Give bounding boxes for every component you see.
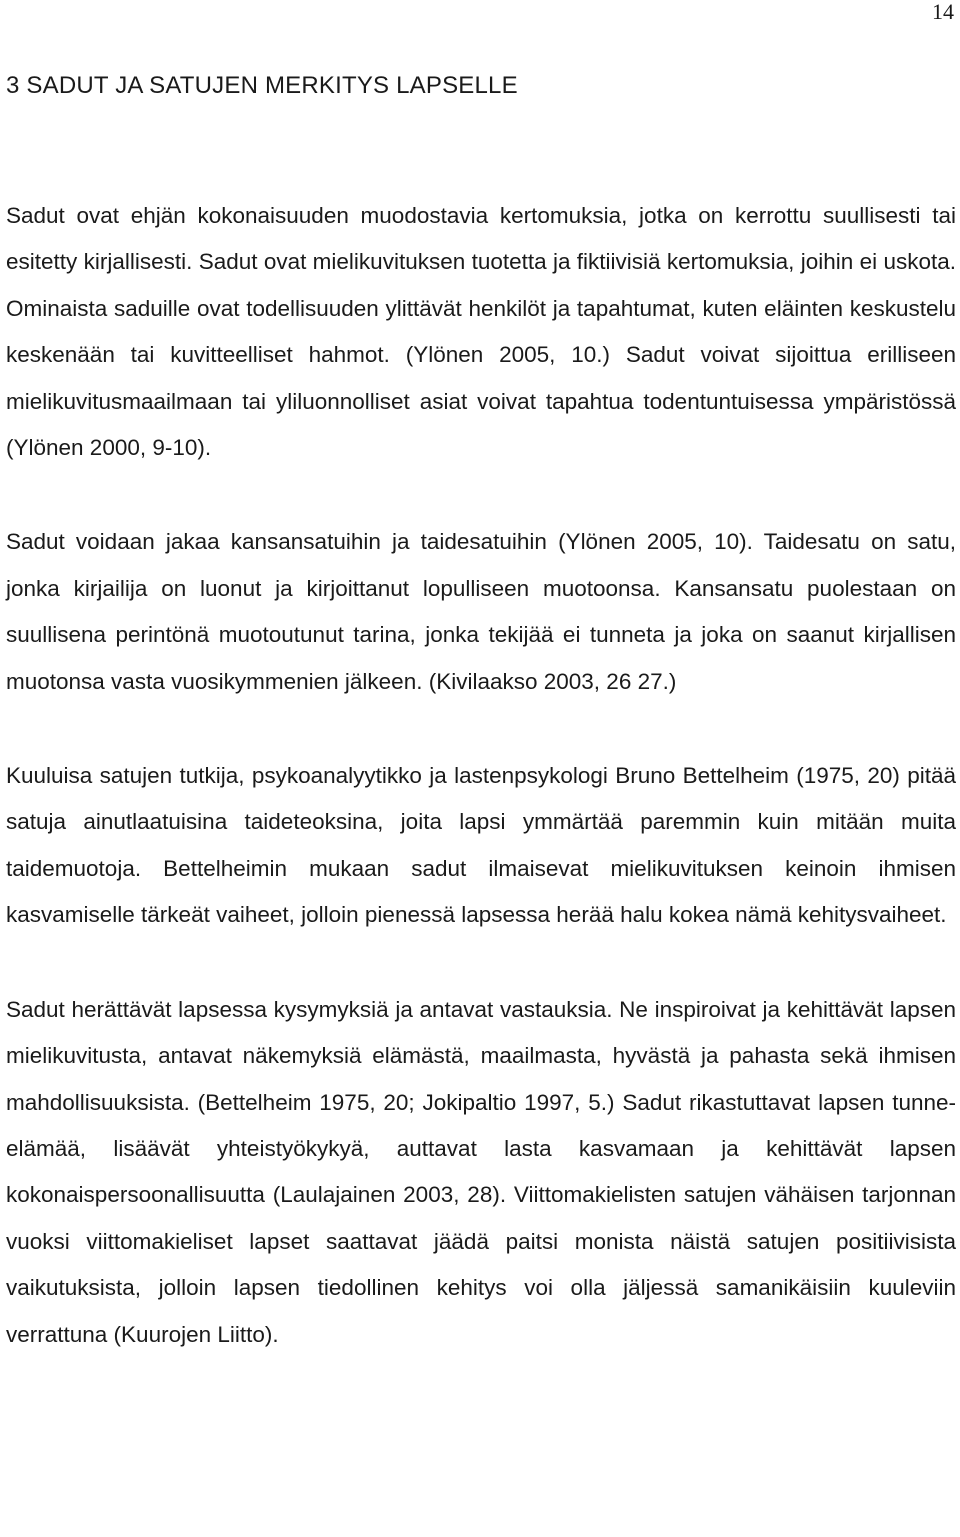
paragraph-satujen-jaottelu: Sadut voidaan jakaa kansansatuihin ja taidesatuihin (Ylönen 2005, 10). Taidesatu on satu, jonka kirjailija on luonut ja kirjoittanut lopulliseen muotoonsa. Kansansatu puolestaan on suullisena perintönä muotoutunut tarina, jonka tekijää ei tunneta ja joka on saanut kirjallisen muotonsa vasta vuosikymmenien jälkeen. (Kivilaakso 2003, 26 27.) <box>6 529 956 694</box>
chapter-heading: 3 SADUT JA SATUJEN MERKITYS LAPSELLE <box>6 72 518 99</box>
paragraph-satujen-maaritelma: Sadut ovat ehjän kokonaisuuden muodostavia kertomuksia, jotka on kerrottu suullisesti tai esitetty kirjallisesti. Sadut ovat mielikuvituksen tuotetta ja fiktiivisiä kertomuksia, joihin ei uskota. Ominaista saduille ovat todellisuuden ylittävät henkilöt ja tapahtumat, kuten eläinten keskustelu keskenään tai kuvitteelliset hahmot. (Ylönen 2005, 10.) Sadut voivat sijoittua erilliseen mielikuvitusmaailmaan tai yliluonnolliset asiat voivat tapahtua todentuntuisessa ympäristössä (Ylönen 2000, 9-10). <box>6 203 956 461</box>
body-text <box>6 193 956 1358</box>
paragraph-satujen-vaikutukset: Sadut herättävät lapsessa kysymyksiä ja antavat vastauksia. Ne inspiroivat ja kehittävät lapsen mielikuvitusta, antavat näkemyksiä elämästä, maailmasta, hyvästä ja pahasta sekä ihmisen mahdollisuuksista. (Bettelheim 1975, 20; Jokipaltio 1997, 5.) Sadut rikastuttavat lapsen tunne-elämää, lisäävät yhteistyökykyä, auttavat lasta kasvamaan ja kehittävät lapsen kokonaispersoonallisuutta (Laulajainen 2003, 28). Viittomakielisten satujen vähäisen tarjonnan vuoksi viittomakieliset lapset saattavat jäädä paitsi monista näistä satujen positiivisista vaikutuksista, jolloin lapsen tiedollinen kehitys voi olla jäljessä samanikäisiin kuuleviin verrattuna (Kuurojen Liitto). <box>6 996 956 1347</box>
page-number: 14 <box>932 0 954 24</box>
paragraph-bettelheim: Kuuluisa satujen tutkija, psykoanalyytikko ja lastenpsykologi Bruno Bettelheim (1975, 20) pitää satuja ainutlaatuisina taideteoksina, joita lapsi ymmärtää paremmin kuin mitään muita taidemuotoja. Bettelheimin mukaan sadut ilmaisevat mielikuvituksen keinoin ihmisen kasvamiselle tärkeät vaiheet, jolloin pienessä lapsessa herää halu kokea nämä kehitysvaiheet. <box>6 763 956 928</box>
